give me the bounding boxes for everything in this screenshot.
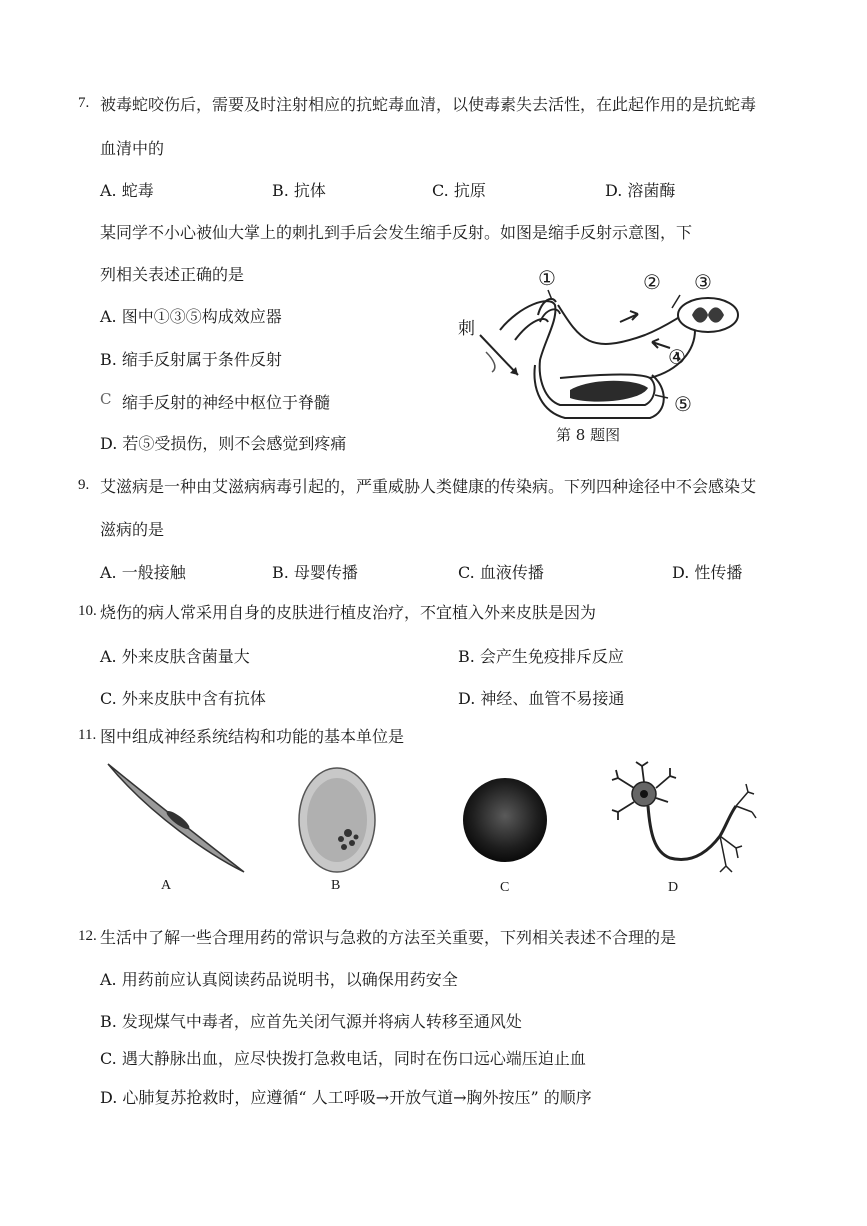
q12-stem: 生活中了解一些合理用药的常识与急救的方法至关重要，下列相关表述不合理的是: [100, 928, 677, 947]
q10-stem: 烧伤的病人常采用自身的皮肤进行植皮治疗，不宜植入外来皮肤是因为: [100, 603, 597, 622]
red-cell-c-image: [460, 775, 550, 865]
q7-stem-line1: 被毒蛇咬伤后，需要及时注射相应的抗蛇毒血清，以使毒素失去活性，在此起作用的是抗蛇毒: [100, 95, 757, 114]
q9-stem-line1: 艾滋病是一种由艾滋病病毒引起的，严重威胁人类健康的传染病。下列四种途径中不会感染艾: [100, 477, 757, 496]
q7-option-a: A. 蛇毒: [100, 181, 154, 200]
q7-stem-line2: 血清中的: [100, 139, 165, 158]
q8-option-b: B. 缩手反射属于条件反射: [100, 350, 282, 369]
q9-stem-line2: 滋病的是: [100, 520, 165, 539]
figure-label-4: ④: [668, 345, 686, 369]
q10-option-c: C. 外来皮肤中含有抗体: [100, 689, 266, 708]
figure-label-2: ②: [643, 270, 661, 294]
smooth-muscle-cell-image: [100, 760, 250, 875]
q9-option-a: A. 一般接触: [100, 563, 186, 582]
q9-option-d: D. 性传播: [672, 563, 743, 582]
q8-option-c-mark: C: [100, 390, 112, 408]
figure-label-1: ①: [538, 266, 556, 290]
q8-stem-line1: 某同学不小心被仙大掌上的刺扎到手后会发生缩手反射。如图是缩手反射示意图，下: [100, 223, 693, 242]
reflex-arc-figure: [440, 260, 760, 450]
q12-option-d: D. 心肺复苏抢救时，应遵循“ 人工呼吸→开放气道→胸外按压” 的顺序: [100, 1088, 592, 1107]
figure-label-3: ③: [694, 270, 712, 294]
q10-option-d: D. 神经、血管不易接通: [458, 689, 625, 708]
figure-caption: 第 8 题图: [556, 426, 621, 444]
q8-option-c: 缩手反射的神经中枢位于脊髓: [122, 393, 331, 412]
q8-stem-line2: 列相关表述正确的是: [100, 265, 245, 284]
q10-number: 10.: [78, 603, 97, 619]
q10-option-b: B. 会产生免疫排斥反应: [458, 647, 624, 666]
figure-label-5: ⑤: [674, 392, 692, 416]
q11-label-b: B: [331, 878, 341, 893]
q9-number: 9.: [78, 477, 90, 493]
neuron-d-image: [608, 762, 758, 880]
q12-option-a: A. 用药前应认真阅读药品说明书，以确保用药安全: [100, 970, 458, 989]
q8-option-a: A. 图中①③⑤构成效应器: [100, 307, 282, 326]
q7-option-d: D. 溶菌酶: [605, 181, 676, 200]
q7-option-b: B. 抗体: [272, 181, 326, 200]
q8-option-d: D. 若⑤受损伤，则不会感觉到疼痛: [100, 434, 347, 453]
q10-option-a: A. 外来皮肤含菌量大: [100, 647, 250, 666]
q9-option-b: B. 母婴传播: [272, 563, 358, 582]
q11-label-a: A: [161, 878, 172, 893]
q12-number: 12.: [78, 928, 97, 944]
cell-b-image: [296, 765, 378, 875]
q11-label-d: D: [668, 880, 679, 895]
figure-stimulus-label: 刺: [458, 319, 475, 339]
q11-stem: 图中组成神经系统结构和功能的基本单位是: [100, 727, 405, 746]
q12-option-c: C. 遇大静脉出血，应尽快拨打急救电话，同时在伤口远心端压迫止血: [100, 1049, 586, 1068]
q11-label-c: C: [500, 880, 510, 895]
q9-option-c: C. 血液传播: [458, 563, 544, 582]
q12-option-b: B. 发现煤气中毒者，应首先关闭气源并将病人转移至通风处: [100, 1012, 522, 1031]
q7-option-c: C. 抗原: [432, 181, 486, 200]
q11-number: 11.: [78, 727, 97, 743]
q7-number: 7.: [78, 95, 90, 111]
